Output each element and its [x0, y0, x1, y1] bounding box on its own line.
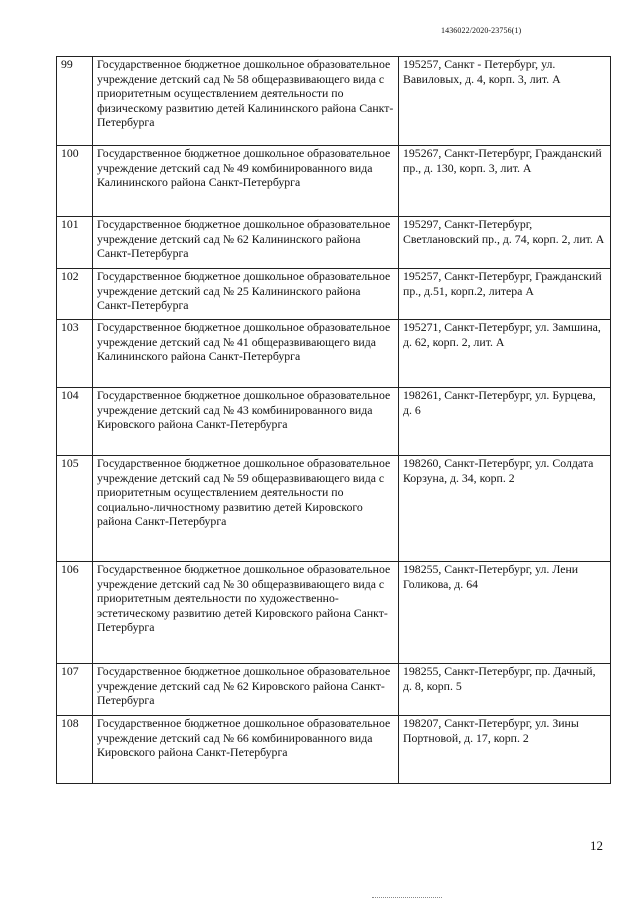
- row-number: 106: [57, 562, 93, 664]
- institution-name: Государственное бюджетное дошкольное образовательное учреждение детский сад № 66 комбинированного вида Кировского района Санкт-Петербурга: [93, 716, 399, 784]
- institution-name: Государственное бюджетное дошкольное образовательное учреждение детский сад № 49 комбинированного вида Калининского района Санкт-Петербурга: [93, 146, 399, 217]
- table-row: [57, 146, 611, 217]
- institution-address: 198207, Санкт-Петербург, ул. Зины Портновой, д. 17, корп. 2: [399, 716, 611, 784]
- institution-address: 198255, Санкт-Петербург, пр. Дачный, д. 8, корп. 5: [399, 664, 611, 716]
- institution-address: 195297, Санкт-Петербург, Светлановский пр., д. 74, корп. 2, лит. А: [399, 217, 611, 269]
- table-row: [57, 562, 611, 664]
- table-row: [57, 388, 611, 456]
- row-number: 99: [57, 57, 93, 146]
- institutions-table: [56, 56, 611, 784]
- table-row: [57, 217, 611, 269]
- table-row: [57, 320, 611, 388]
- row-number: 104: [57, 388, 93, 456]
- institution-address: 198261, Санкт-Петербург, ул. Бурцева, д. 6: [399, 388, 611, 456]
- institution-name: Государственное бюджетное дошкольное образовательное учреждение детский сад № 41 общеразвивающего вида Калининского района Санкт-Петербурга: [93, 320, 399, 388]
- table-row: [57, 269, 611, 320]
- institution-address: 195267, Санкт-Петербург, Гражданский пр., д. 130, корп. 3, лит. А: [399, 146, 611, 217]
- row-number: 107: [57, 664, 93, 716]
- institution-name: Государственное бюджетное дошкольное образовательное учреждение детский сад № 62 Калининского района Санкт-Петербурга: [93, 217, 399, 269]
- row-number: 101: [57, 217, 93, 269]
- institution-name: Государственное бюджетное дошкольное образовательное учреждение детский сад № 30 общеразвивающего вида с приоритетным деятельности по художественно-эстетическому развитию детей Кировского района Санкт-Петербурга: [93, 562, 399, 664]
- bottom-scan-mark: [372, 897, 442, 898]
- institution-name: Государственное бюджетное дошкольное образовательное учреждение детский сад № 25 Калининского района Санкт-Петербурга: [93, 269, 399, 320]
- row-number: 100: [57, 146, 93, 217]
- row-number: 103: [57, 320, 93, 388]
- institution-address: 198255, Санкт-Петербург, ул. Лени Голикова, д. 64: [399, 562, 611, 664]
- institution-address: 195271, Санкт-Петербург, ул. Замшина, д. 62, корп. 2, лит. А: [399, 320, 611, 388]
- row-number: 102: [57, 269, 93, 320]
- institution-name: Государственное бюджетное дошкольное образовательное учреждение детский сад № 62 Кировского района Санкт-Петербурга: [93, 664, 399, 716]
- table-row: [57, 57, 611, 146]
- institution-address: 195257, Санкт - Петербург, ул. Вавиловых, д. 4, корп. 3, лит. А: [399, 57, 611, 146]
- institution-address: 195257, Санкт-Петербург, Гражданский пр., д.51, корп.2, литера А: [399, 269, 611, 320]
- document-id: 1436022/2020-23756(1): [441, 26, 522, 35]
- table-row: [57, 716, 611, 784]
- row-number: 105: [57, 456, 93, 562]
- institution-address: 198260, Санкт-Петербург, ул. Солдата Корзуна, д. 34, корп. 2: [399, 456, 611, 562]
- institution-name: Государственное бюджетное дошкольное образовательное учреждение детский сад № 58 общеразвивающего вида с приоритетным осуществлением деятельности по физическому развитию детей Калининского района Санкт-Петербурга: [93, 57, 399, 146]
- table-row: [57, 664, 611, 716]
- row-number: 108: [57, 716, 93, 784]
- page-number: 12: [590, 838, 603, 853]
- institution-name: Государственное бюджетное дошкольное образовательное учреждение детский сад № 59 общеразвивающего вида с приоритетным осуществлением деятельности по социально-личностному развитию детей Кировского района Санкт-Петербурга: [93, 456, 399, 562]
- institution-name: Государственное бюджетное дошкольное образовательное учреждение детский сад № 43 комбинированного вида Кировского района Санкт-Петербурга: [93, 388, 399, 456]
- table-row: [57, 456, 611, 562]
